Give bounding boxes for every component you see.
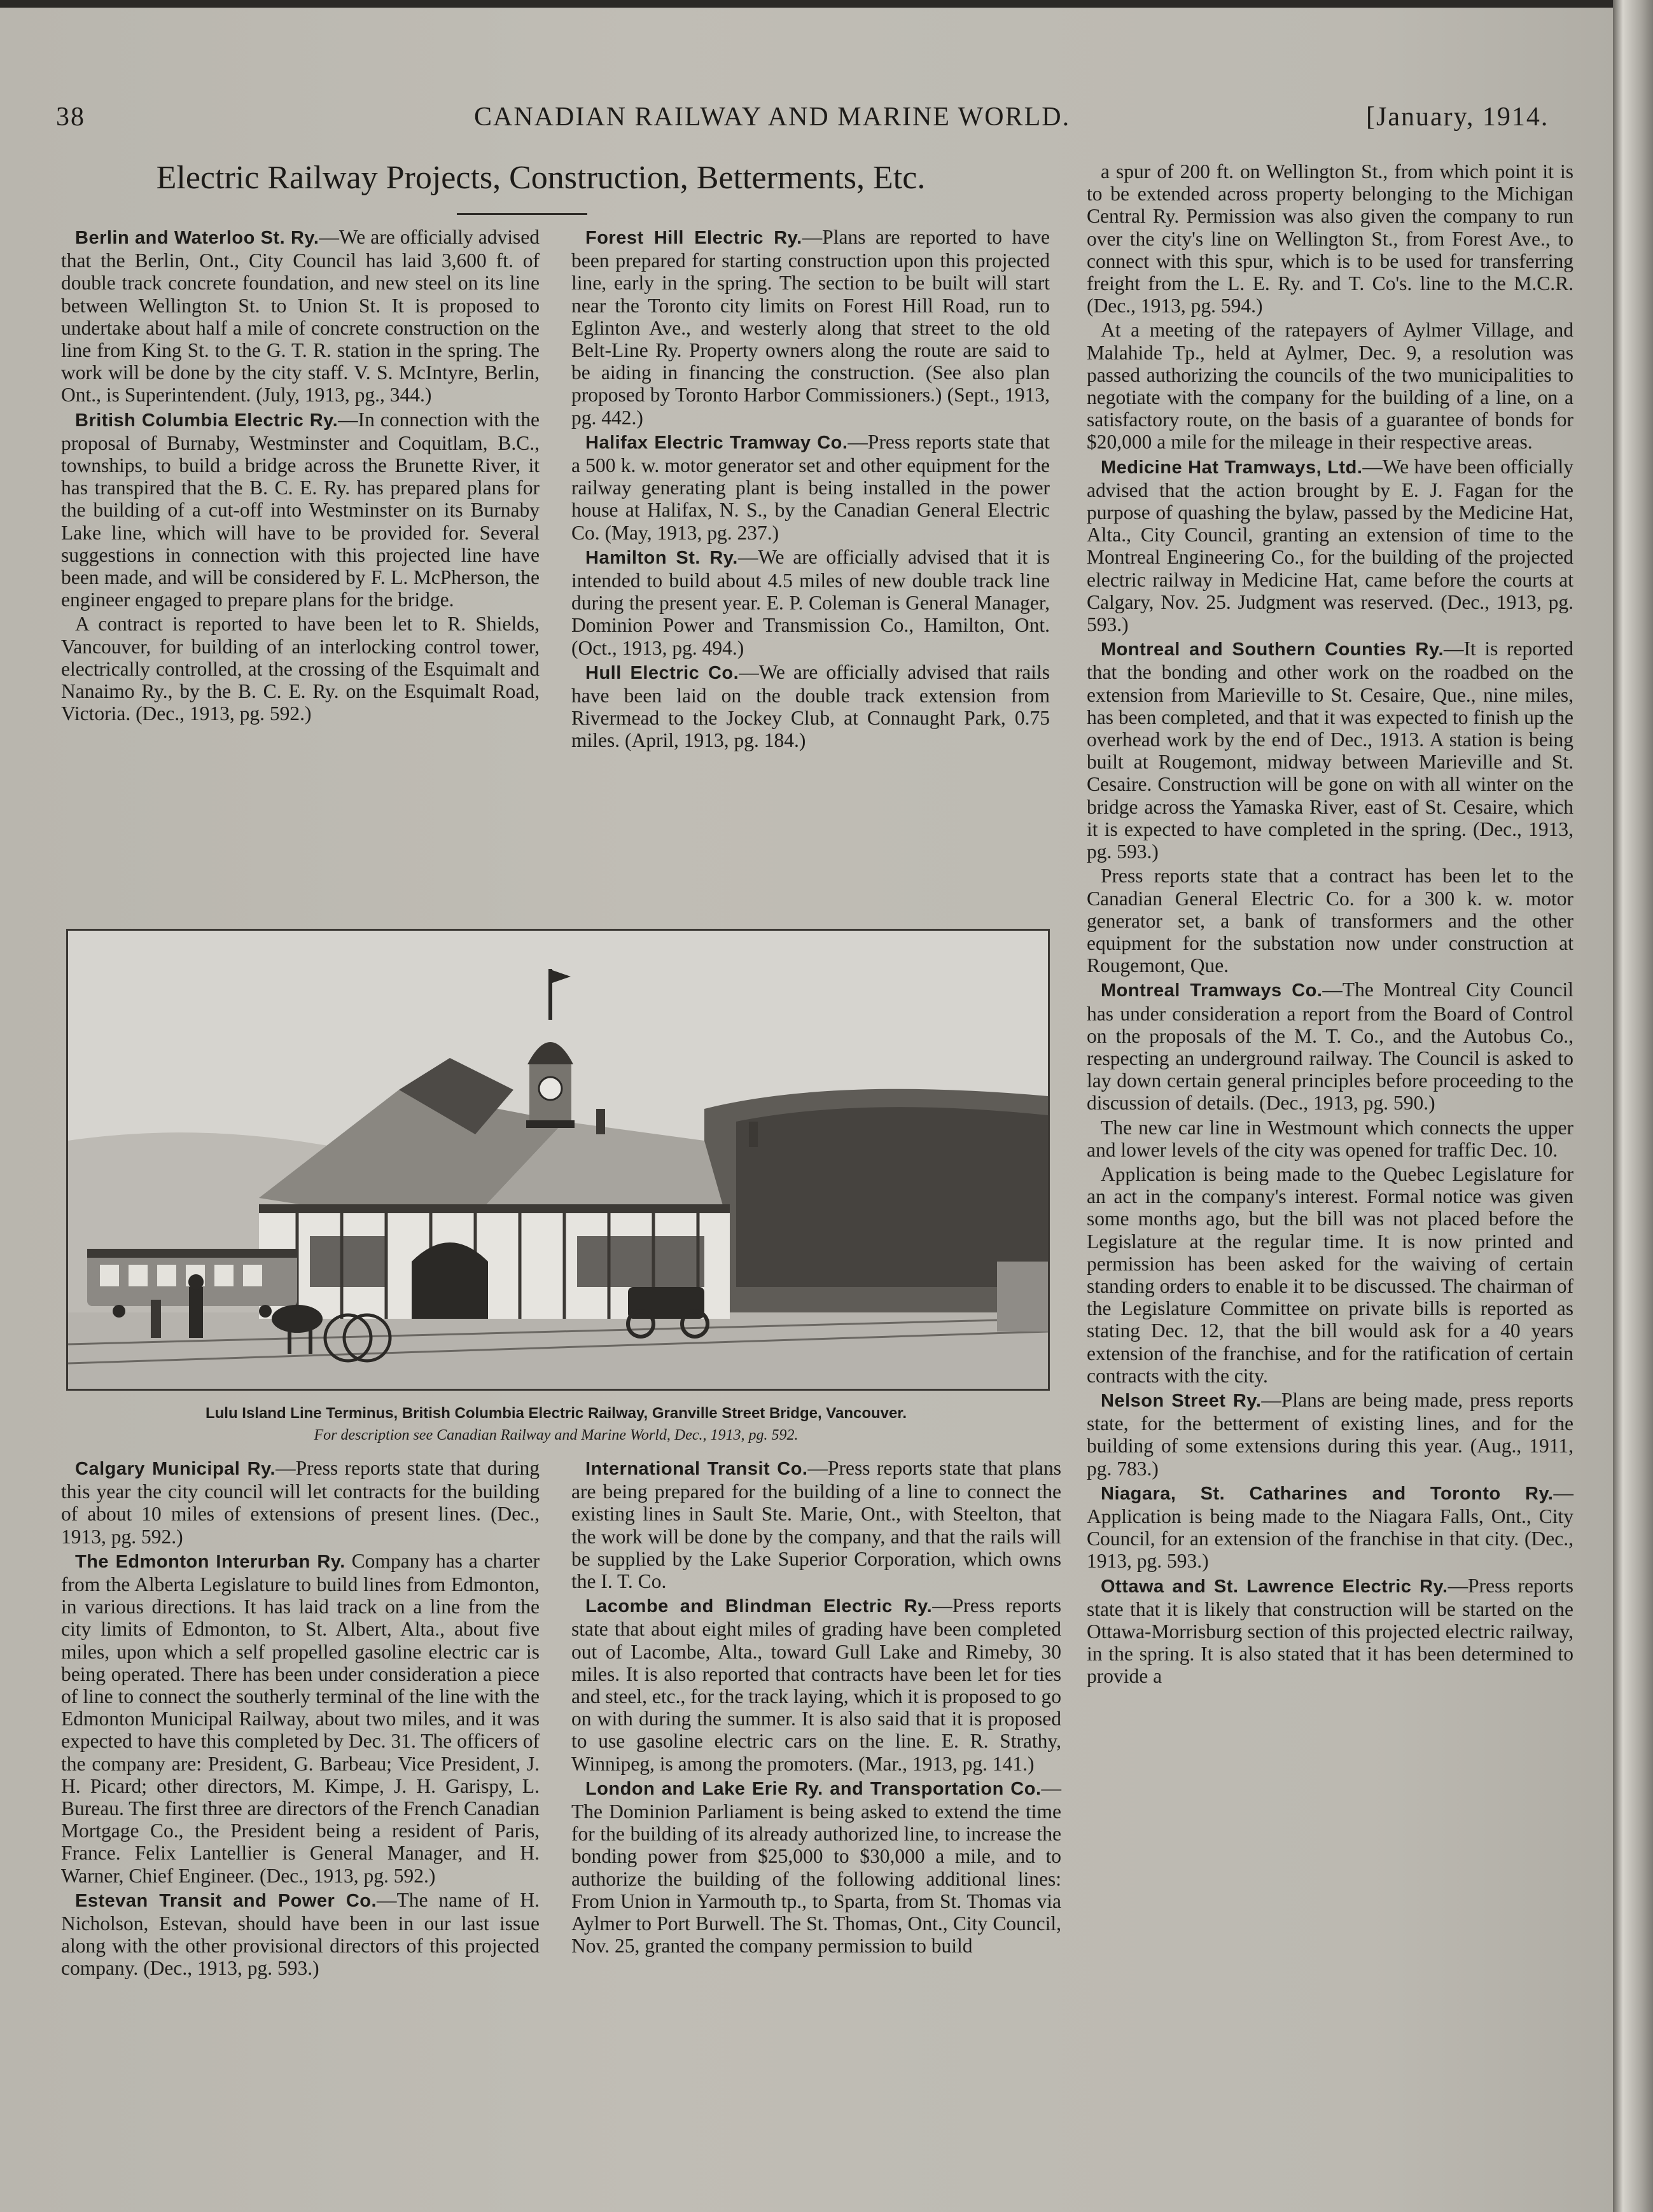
article-heading: The Edmonton Interurban Ry. xyxy=(75,1551,345,1572)
column-1-top xyxy=(61,226,540,725)
article-heading: Nelson Street Ry. xyxy=(1101,1390,1262,1411)
article-paragraph xyxy=(61,408,540,611)
figure-source-note: For description see Canadian Railway and Marine World, Dec., 1913, pg. 592. xyxy=(314,1427,799,1443)
article-paragraph xyxy=(1087,865,1573,977)
binding-edge xyxy=(1613,0,1653,2212)
article-paragraph xyxy=(1087,1116,1573,1161)
article-text: At a meeting of the ratepayers of Aylmer Village, and Malahide Tp., held at Aylmer, Dec. 9, a resolution was passed authorizing the councils of the two municipalities to negotiate with the company for the building of a line, on a satisfactory route, on the basis of a guarantee of bonds for $20,000 a mile for the mileage in their respective areas. xyxy=(1087,319,1573,454)
article-paragraph xyxy=(571,1594,1061,1775)
article-text: Company has a charter from the Alberta Legislature to build lines from Edmonton, in various directions. It has laid track on a line from the city limits of Edmonton, to St. Albert, Alta., about five miles, upon which a self propelled gasoline electric car is being operated. There has been under consideration a piece of line to connect the southerly terminal of the line with the Edmonton Municipal Railway, about two miles, and it was expected to have this completed by Dec. 31. The officers of the company are: President, G. Barbeau; Vice President, J. H. Picard; other directors, M. Kimpe, J. H. Garispy, L. Bureau. The first three are directors of the French Canadian Mortgage Co., the President being a resident of Paris, France. Felix Lantellier is General Manager, and H. Warner, Chief Engineer. (Dec., 1913, pg. 592.) xyxy=(61,1549,540,1887)
article-paragraph xyxy=(571,546,1050,659)
article-text: —Press reports state that plans are being prepared for the building of a line to connect the existing lines in Sault Ste. Marie, Ont., with Steelton, that the work will be done by the company, and that the rails will be supplied by the Lake Superior Corporation, which owns the I. T. Co. xyxy=(571,1457,1061,1593)
article-text: A contract is reported to have been let to R. Shields, Vancouver, for building of an interlocking control tower, electrically controlled, at the crossing of the Esquimalt and Nanaimo Ry., by the B. C. E. Ry. on the Esquimalt Road, Victoria. (Dec., 1913, pg. 592.) xyxy=(61,613,540,725)
article-text: —It is reported that the bonding and other work on the roadbed on the extension from Marieville to St. Cesaire, Que., nine miles, has been completed, and that it was expected to finish up the overhead work by the end of Dec., 1913. A station is being built at Rougemont, midway between Marieville and St. Cesaire. Construction will be gone on with all winter on the bridge across the Yamaska River, east of St. Cesaire, which it is expected to have completed in the spring. (Dec., 1913, pg. 593.) xyxy=(1087,637,1573,863)
article-paragraph xyxy=(1087,1389,1573,1480)
article-paragraph xyxy=(571,1777,1061,1958)
article-text: —Press reports state that a 500 k. w. motor generator set and other equipment for the railway generating plant is being installed in the power house at Halifax, N. S., by the Canadian General Electric Co. (May, 1913, pg. 237.) xyxy=(571,430,1050,544)
article-heading: Medicine Hat Tramways, Ltd. xyxy=(1101,457,1363,478)
article-text: —The Dominion Parliament is being asked to extend the time for the building of its already authorized line, to increase the bonding power from $25,000 to $30,000 a mile, and to authorize the building of the following additional lines: From Union in Yarmouth tp., to Sparta, from St. Thomas via Aylmer to Port Burwell. The St. Thomas, Ont., City Council, Nov. 25, granted the company permission to build xyxy=(571,1776,1061,1958)
article-text: The new car line in Westmount which connects the upper and lower levels of the city was opened for traffic Dec. 10. xyxy=(1087,1116,1573,1161)
article-heading: Lacombe and Blindman Electric Ry. xyxy=(585,1596,933,1617)
article-paragraph xyxy=(1087,978,1573,1114)
article-paragraph xyxy=(1087,319,1573,453)
journal-title: CANADIAN RAILWAY AND MARINE WORLD. xyxy=(474,102,1071,132)
article-paragraph xyxy=(61,226,540,407)
article-text: —Press reports state that it is likely that construction will be started on the Ottawa-Morrisburg section of this projected electric railway, in the spring. It is also stated that it has been determined to provide a xyxy=(1087,1574,1573,1688)
article-paragraph xyxy=(61,1550,540,1887)
article-text: —Plans are reported to have been prepared for starting construction upon this projected line, early in the spring. The section to be built will start near the Toronto city limits on Forest Hill Road, run to Eglinton Ave., and westerly along that street to the old Belt-Line Ry. Property owners along the route are said to be aiding in financing the construction. (See also plan proposed by Toronto Harbor Commissioners.) (Sept., 1913, pg. 442.) xyxy=(571,226,1050,429)
article-paragraph xyxy=(571,431,1050,544)
article-paragraph xyxy=(1087,456,1573,636)
column-3 xyxy=(1087,160,1573,1688)
column-1-bottom xyxy=(61,1457,540,1980)
article-paragraph xyxy=(1087,1482,1573,1573)
article-text: Press reports state that a contract has been let to the Canadian General Electric Co. for a 300 k. w. motor generator set, a bank of transformers and the other equipment for the substation now under construction at Rougemont, Que. xyxy=(1087,865,1573,977)
station-photo-illustration xyxy=(68,931,1048,1389)
title-rule xyxy=(457,213,587,215)
figure-caption: Lulu Island Line Terminus, British Columbia Electric Railway, Granville Street Bridge, Vancouver. xyxy=(205,1405,907,1422)
top-border xyxy=(0,0,1613,8)
article-text: —We are officially advised that it is intended to build about 4.5 miles of new double track line during the present year. E. P. Coleman is General Manager, Dominion Power and Transmission Co., Hamilton, Ont. (Oct., 1913, pg. 494.) xyxy=(571,545,1050,659)
article-paragraph xyxy=(1087,160,1573,317)
article-paragraph xyxy=(571,1457,1061,1592)
article-text: a spur of 200 ft. on Wellington St., from which point it is to be extended across property belonging to the Michigan Central Ry. Permission was also given the company to run over the city's line on Wellington St., from Forest Ave., to connect with this spur, which is to be used for transferring freight from the L. E. Ry. and T. Co's. line to the M.C.R. (Dec., 1913, pg. 594.) xyxy=(1087,160,1573,317)
article-text: —Application is being made to the Niagara Falls, Ont., City Council, for an extension of the franchise in that city. (Dec., 1913, pg. 593.) xyxy=(1087,1481,1573,1573)
article-text: —The Montreal City Council has under consideration a report from the Board of Control on the proposals of the M. T. Co., and the Autobus Co., respecting an underground railway. The Council is asked to lay down certain general principles before proceeding to the discussion of details. (Dec., 1913, pg. 590.) xyxy=(1087,978,1573,1115)
article-heading: London and Lake Erie Ry. and Transportation Co. xyxy=(585,1778,1042,1799)
article-text: —The name of H. Nicholson, Estevan, should have been in our last issue along with the other provisional directors of this projected company. (Dec., 1913, pg. 593.) xyxy=(61,1888,540,1980)
column-2-bottom xyxy=(571,1457,1061,1957)
article-heading: International Transit Co. xyxy=(585,1459,808,1479)
article-heading: Forest Hill Electric Ry. xyxy=(585,228,802,248)
section-title: Electric Railway Projects, Construction, Betterments, Etc. xyxy=(156,160,926,196)
article-heading: Berlin and Waterloo St. Ry. xyxy=(75,228,319,248)
article-text: —Press reports state that during this year the city council will let contracts for the building of about 10 miles of extensions of present lines. (Dec., 1913, pg. 592.) xyxy=(61,1457,540,1548)
article-heading: Estevan Transit and Power Co. xyxy=(75,1890,377,1911)
article-text: —Press reports state that about eight miles of grading have been completed out of Lacombe, Alta., toward Gull Lake and Rimeby, 30 miles. It is also reported that contracts have been let for ties and steel, etc., for the track laying, which it is proposed to go on with during the summer. It is also said that it is proposed to use gasoline electric cars on the line. E. R. Strathy, Winnipeg, is among the promoters. (Mar., 1913, pg. 141.) xyxy=(571,1594,1061,1775)
article-heading: Montreal and Southern Counties Ry. xyxy=(1101,639,1444,660)
article-paragraph xyxy=(61,1457,540,1548)
article-heading: Halifax Electric Tramway Co. xyxy=(585,432,848,453)
article-text: —We are officially advised that rails have been laid on the double track extension from Rivermead to the Jockey Club, at Connaught Park, 0.75 miles. (April, 1913, pg. 184.) xyxy=(571,660,1050,752)
article-paragraph xyxy=(1087,1575,1573,1688)
issue-date: [January, 1914. xyxy=(1366,102,1549,132)
article-heading: Hamilton St. Ry. xyxy=(585,547,738,568)
station-photograph xyxy=(66,929,1050,1391)
article-text: —We are officially advised that the Berlin, Ont., City Council has laid 3,600 ft. of double track concrete foundation, and new steel on its line between Wellington St. to Union St. It is proposed to undertake about half a mile of concrete construction on the line from King St. to the G. T. R. station in the spring. The work will be done by the city staff. V. S. McIntyre, Berlin, Ont., is Superintendent. (July, 1913, pg., 344.) xyxy=(61,226,540,407)
article-heading: British Columbia Electric Ry. xyxy=(75,410,338,431)
article-heading: Hull Electric Co. xyxy=(585,662,739,683)
article-paragraph xyxy=(571,226,1050,429)
column-2-top xyxy=(571,226,1050,752)
article-text: —Plans are being made, press reports state, for the betterment of existing lines, and for the building of some extensions during this year. (Aug., 1911, pg. 783.) xyxy=(1087,1388,1573,1480)
article-heading: Ottawa and St. Lawrence Electric Ry. xyxy=(1101,1576,1448,1597)
page-number: 38 xyxy=(56,102,85,132)
article-text: Application is being made to the Quebec Legislature for an act in the company's interest. Formal notice was given some months ago, but the bill was not placed before the Legislature at the regular time. It is now printed and permission has been asked for the waiving of certain standing orders to enable it to be discussed. The chairman of the Legislature Committee on private bills is reported as stating Dec. 12, that the bill would ask for a 40 years extension of the franchise, and for the ratification of certain contracts with the city. xyxy=(1087,1162,1573,1387)
article-text: —In connection with the proposal of Burnaby, Westminster and Coquitlam, B.C., townships, to build a bridge across the Brunette River, it has transpired that the B. C. E. Ry. has prepared plans for the building of a cut-off into Westminster on its Burnaby Lake line, which will have to be provided for. Several suggestions in connection with this projected line have been made, and will be considered by F. L. McPherson, the engineer engaged to prepare plans for the bridge. xyxy=(61,408,540,611)
article-paragraph xyxy=(571,661,1050,752)
article-paragraph xyxy=(1087,637,1573,863)
article-paragraph xyxy=(61,1889,540,1980)
article-paragraph xyxy=(1087,1163,1573,1387)
article-heading: Calgary Municipal Ry. xyxy=(75,1459,276,1479)
article-paragraph xyxy=(61,613,540,725)
article-text: —We have been officially advised that the action brought by E. J. Fagan for the purpose of quashing the bylaw, passed by the Medicine Hat, Alta., City Council, granting an extension of time to the Montreal Engineering Co., for the building of the projected electric railway in Medicine Hat, came before the courts at Calgary, Nov. 25. Judgment was reserved. (Dec., 1913, pg. 593.) xyxy=(1087,455,1573,636)
article-heading: Niagara, St. Catharines and Toronto Ry. xyxy=(1101,1483,1554,1504)
article-heading: Montreal Tramways Co. xyxy=(1101,980,1323,1001)
